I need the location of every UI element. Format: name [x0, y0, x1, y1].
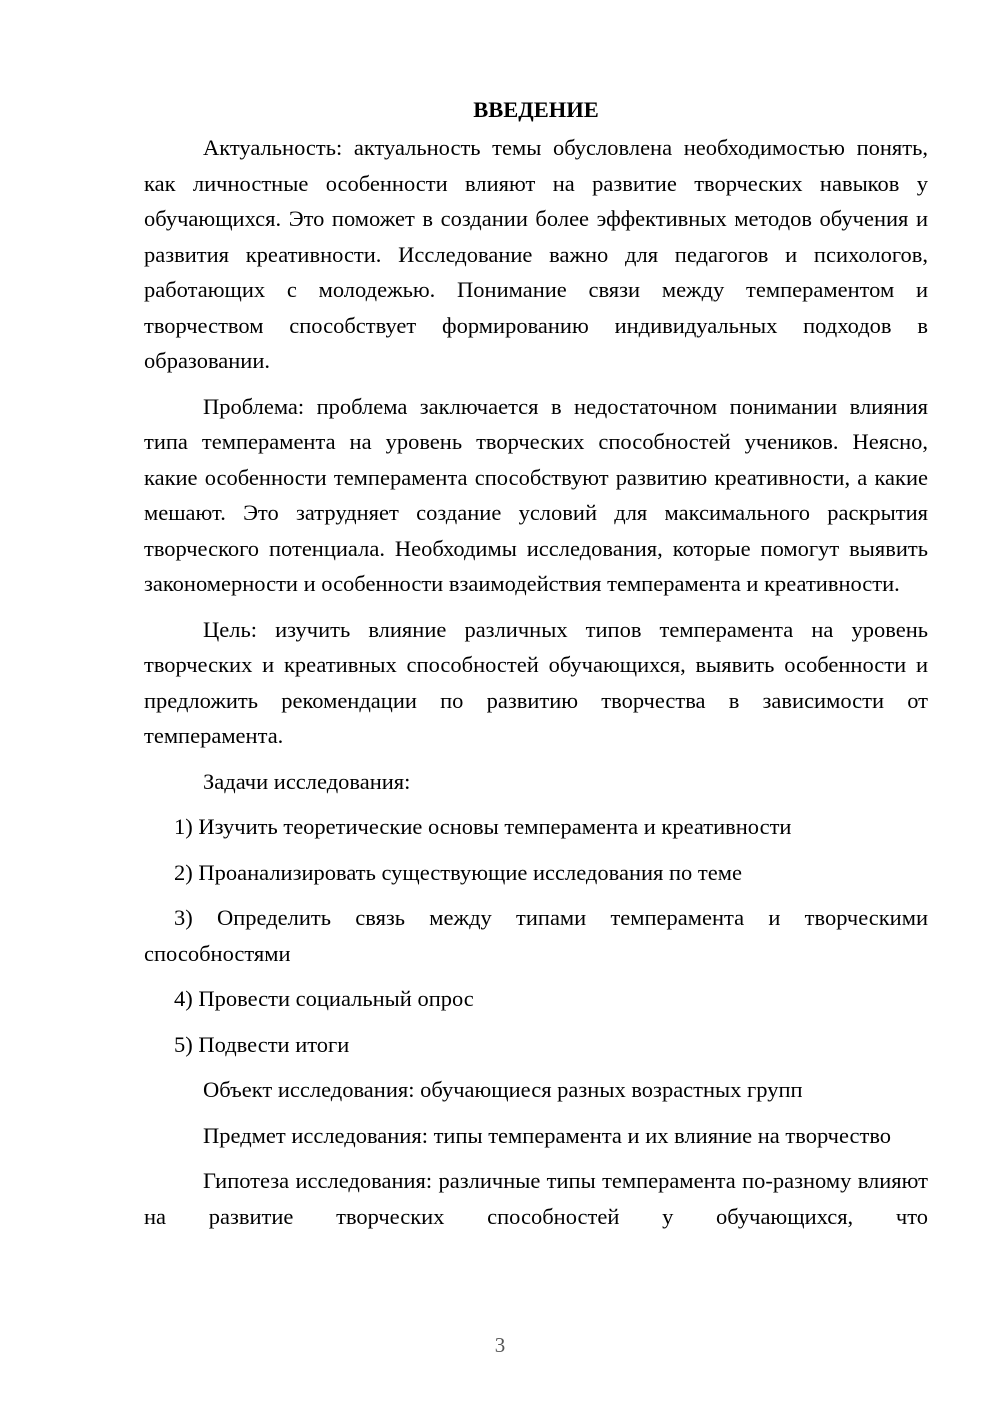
goal-paragraph: Цель: изучить влияние различных типов темперамента на уровень творческих и креативных способностей обучающихся, выявить особенности и предложить рекомендации по развитию творчества в зависимости от темперамента. — [144, 616, 928, 748]
problem-paragraph: Проблема: проблема заключается в недостаточном понимании влияния типа темперамента на уровень творческих способностей учеников. Неясно, какие особенности темперамента способствуют развитию креативности, а какие мешают. Это затрудняет создание условий для максимального раскрытия творческого потенциала. Необходимы исследования, которые помогут выявить закономерности и особенности взаимодействия темперамента и креативности. — [144, 393, 928, 596]
subject-paragraph: Предмет исследования: типы темперамента и их влияние на творчество — [203, 1122, 892, 1148]
task-item-3: 3) Определить связь между типами темперамента и творческими способностями — [144, 905, 928, 966]
task-item-2: 2) Проанализировать существующие исследования по теме — [174, 859, 742, 885]
tasks-title: Задачи исследования: — [203, 768, 411, 794]
relevance-paragraph: Актуальность: актуальность темы обусловлена необходимостью понять, как личностные особенности влияют на развитие творческих навыков у обучающихся. Это поможет в создании более эффективных методов обучения и развития креативности. Исследование важно для педагогов и психологов, работающих с молодежью. Понимание связи между темпераментом и творчеством способствует формированию индивидуальных подходов в образовании. — [144, 135, 928, 373]
object-paragraph: Объект исследования: обучающиеся разных возрастных групп — [203, 1077, 803, 1102]
section-heading: ВВЕДЕНИЕ — [473, 97, 599, 122]
hypothesis-paragraph: Гипотеза исследования: различные типы темперамента по-разному влияют на развитие творческих способностей у обучающихся, что — [144, 1168, 928, 1229]
task-item-4: 4) Провести социальный опрос — [174, 986, 474, 1011]
page-number: 3 — [494, 1333, 506, 1357]
task-item-5: 5) Подвести итоги — [174, 1031, 350, 1057]
task-item-1: 1) Изучить теоретические основы темперамента и креативности — [174, 814, 792, 839]
document-page — [144, 92, 928, 1234]
